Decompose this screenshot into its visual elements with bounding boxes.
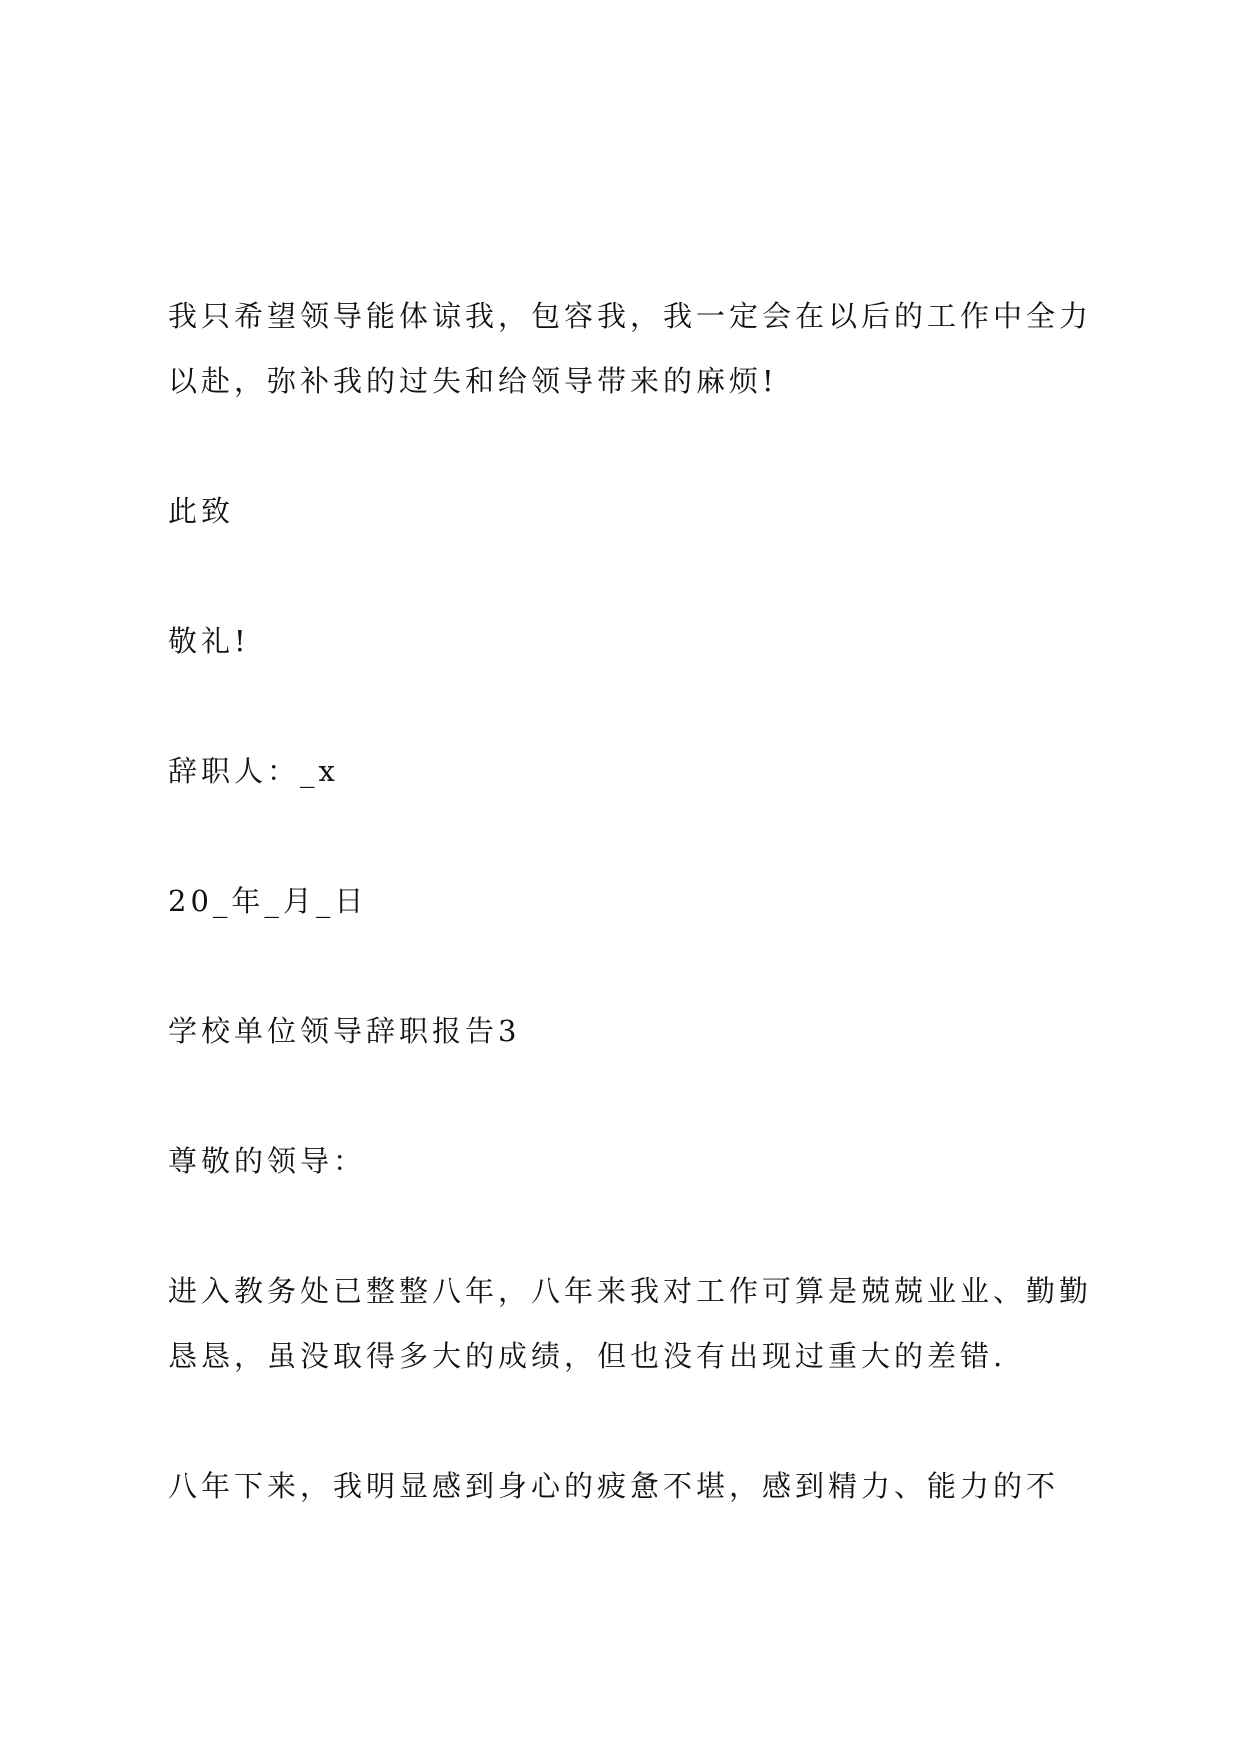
signature-line <box>168 739 1128 804</box>
text-line: 敬礼! <box>168 624 250 658</box>
text-line: 学校单位领导辞职报告3 <box>168 1014 521 1048</box>
text-line: 以赴，弥补我的过失和给领导带来的麻烦! <box>168 364 778 398</box>
section-title <box>168 999 1128 1064</box>
closing-paragraph <box>168 284 1128 414</box>
text-line: 八年下来，我明显感到身心的疲惫不堪，感到精力、能力的不 <box>168 1469 1060 1503</box>
regards-line <box>168 609 1128 674</box>
text-line: 辞职人：_x <box>168 754 339 788</box>
body-paragraph <box>168 1454 1128 1519</box>
text-line: 尊敬的领导： <box>168 1144 367 1178</box>
body-paragraph <box>168 1259 1128 1389</box>
text-line: 恳恳，虽没取得多大的成绩，但也没有出现过重大的差错. <box>168 1339 1007 1373</box>
date-line <box>168 869 1128 934</box>
text-line: 20_年_月_日 <box>168 884 368 918</box>
text-line: 我只希望领导能体谅我，包容我，我一定会在以后的工作中全力 <box>168 299 1093 333</box>
text-line: 此致 <box>168 494 235 528</box>
document-body <box>168 284 1128 1584</box>
greeting-line <box>168 1129 1128 1194</box>
text-line: 进入教务处已整整八年，八年来我对工作可算是兢兢业业、勤勤 <box>168 1274 1093 1308</box>
salutation-line <box>168 479 1128 544</box>
